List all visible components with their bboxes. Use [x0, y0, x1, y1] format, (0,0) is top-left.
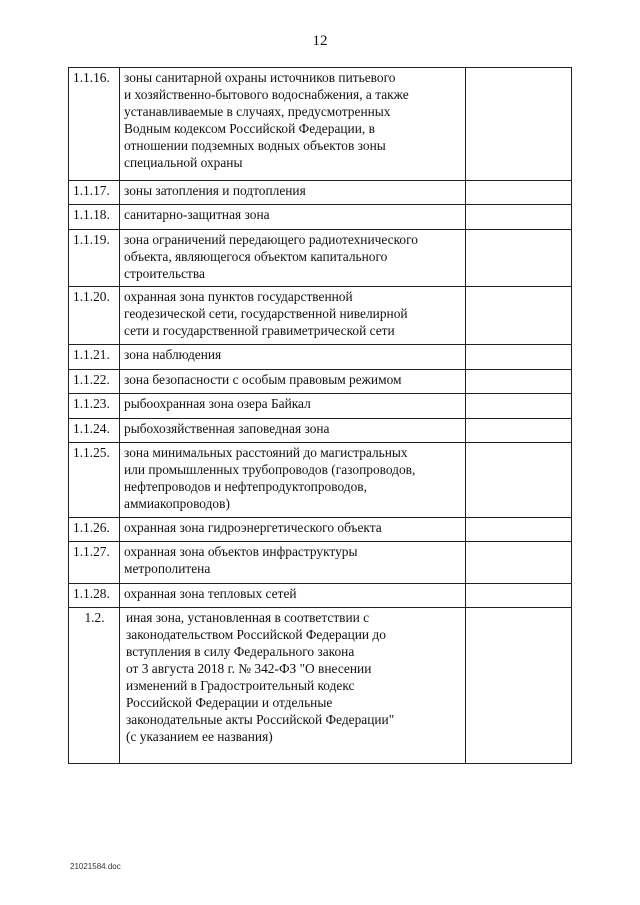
row-description: охранная зона пунктов государственной геодезической сети, государственной нивелирной сети и государственной гравиметрической сети [120, 287, 466, 345]
table-row [69, 230, 572, 287]
row-number: 1.1.26. [69, 518, 120, 542]
document-code: 21021584.doc [70, 862, 121, 871]
row-description: иная зона, установленная в соответствии с законодательством Российской Федерации до вступления в силу Федерального закона от 3 августа 2018 г. № 342-ФЗ "О внесении изменений в Градостроительный кодекс Российской Федерации и отдельные законодательные акты Российской Федерации" (с указанием ее названия) [120, 608, 466, 764]
table-row [69, 345, 572, 370]
row-description: зона наблюдения [120, 345, 466, 370]
row-empty-cell [466, 518, 572, 542]
table-row [69, 584, 572, 608]
row-number: 1.1.17. [69, 181, 120, 205]
row-empty-cell [466, 370, 572, 394]
row-description: охранная зона тепловых сетей [120, 584, 466, 608]
row-empty-cell [466, 181, 572, 205]
row-empty-cell [466, 205, 572, 230]
table-row [69, 542, 572, 584]
row-description: зоны санитарной охраны источников питьевого и хозяйственно-бытового водоснабжения, а также устанавливаемые в случаях, предусмотренных Водным кодексом Российской Федерации, в отношении подземных водных объектов зоны специальной охраны [120, 68, 466, 181]
row-number: 1.1.27. [69, 542, 120, 584]
row-number: 1.1.25. [69, 443, 120, 518]
row-number: 1.1.18. [69, 205, 120, 230]
row-empty-cell [466, 419, 572, 443]
table-row [69, 181, 572, 205]
row-number: 1.1.28. [69, 584, 120, 608]
row-description: рыбохозяйственная заповедная зона [120, 419, 466, 443]
row-empty-cell [466, 394, 572, 419]
row-empty-cell [466, 584, 572, 608]
row-empty-cell [466, 230, 572, 287]
row-number: 1.1.21. [69, 345, 120, 370]
row-empty-cell [466, 443, 572, 518]
row-description: зона минимальных расстояний до магистральных или промышленных трубопроводов (газопроводов, нефтепроводов и нефтепродуктопроводов, аммиакопроводов) [120, 443, 466, 518]
table-row [69, 370, 572, 394]
table-row [69, 68, 572, 181]
row-number: 1.1.24. [69, 419, 120, 443]
zones-table [68, 67, 572, 764]
table-row [69, 518, 572, 542]
table-row [69, 608, 572, 764]
row-number: 1.1.20. [69, 287, 120, 345]
table-row [69, 394, 572, 419]
row-empty-cell [466, 68, 572, 181]
table-row [69, 443, 572, 518]
row-number: 1.1.23. [69, 394, 120, 419]
table-row [69, 419, 572, 443]
row-number: 1.1.19. [69, 230, 120, 287]
row-number: 1.2. [69, 608, 120, 764]
row-description: зона ограничений передающего радиотехнического объекта, являющегося объектом капитального строительства [120, 230, 466, 287]
row-description: зона безопасности с особым правовым режимом [120, 370, 466, 394]
row-number: 1.1.22. [69, 370, 120, 394]
row-empty-cell [466, 345, 572, 370]
page-number: 12 [312, 33, 328, 49]
row-description: охранная зона гидроэнергетического объекта [120, 518, 466, 542]
table-row [69, 205, 572, 230]
row-number: 1.1.16. [69, 68, 120, 181]
row-empty-cell [466, 608, 572, 764]
table-row [69, 287, 572, 345]
row-empty-cell [466, 542, 572, 584]
row-description: охранная зона объектов инфраструктуры метрополитена [120, 542, 466, 584]
row-empty-cell [466, 287, 572, 345]
row-description: зоны затопления и подтопления [120, 181, 466, 205]
row-description: санитарно-защитная зона [120, 205, 466, 230]
row-description: рыбоохранная зона озера Байкал [120, 394, 466, 419]
